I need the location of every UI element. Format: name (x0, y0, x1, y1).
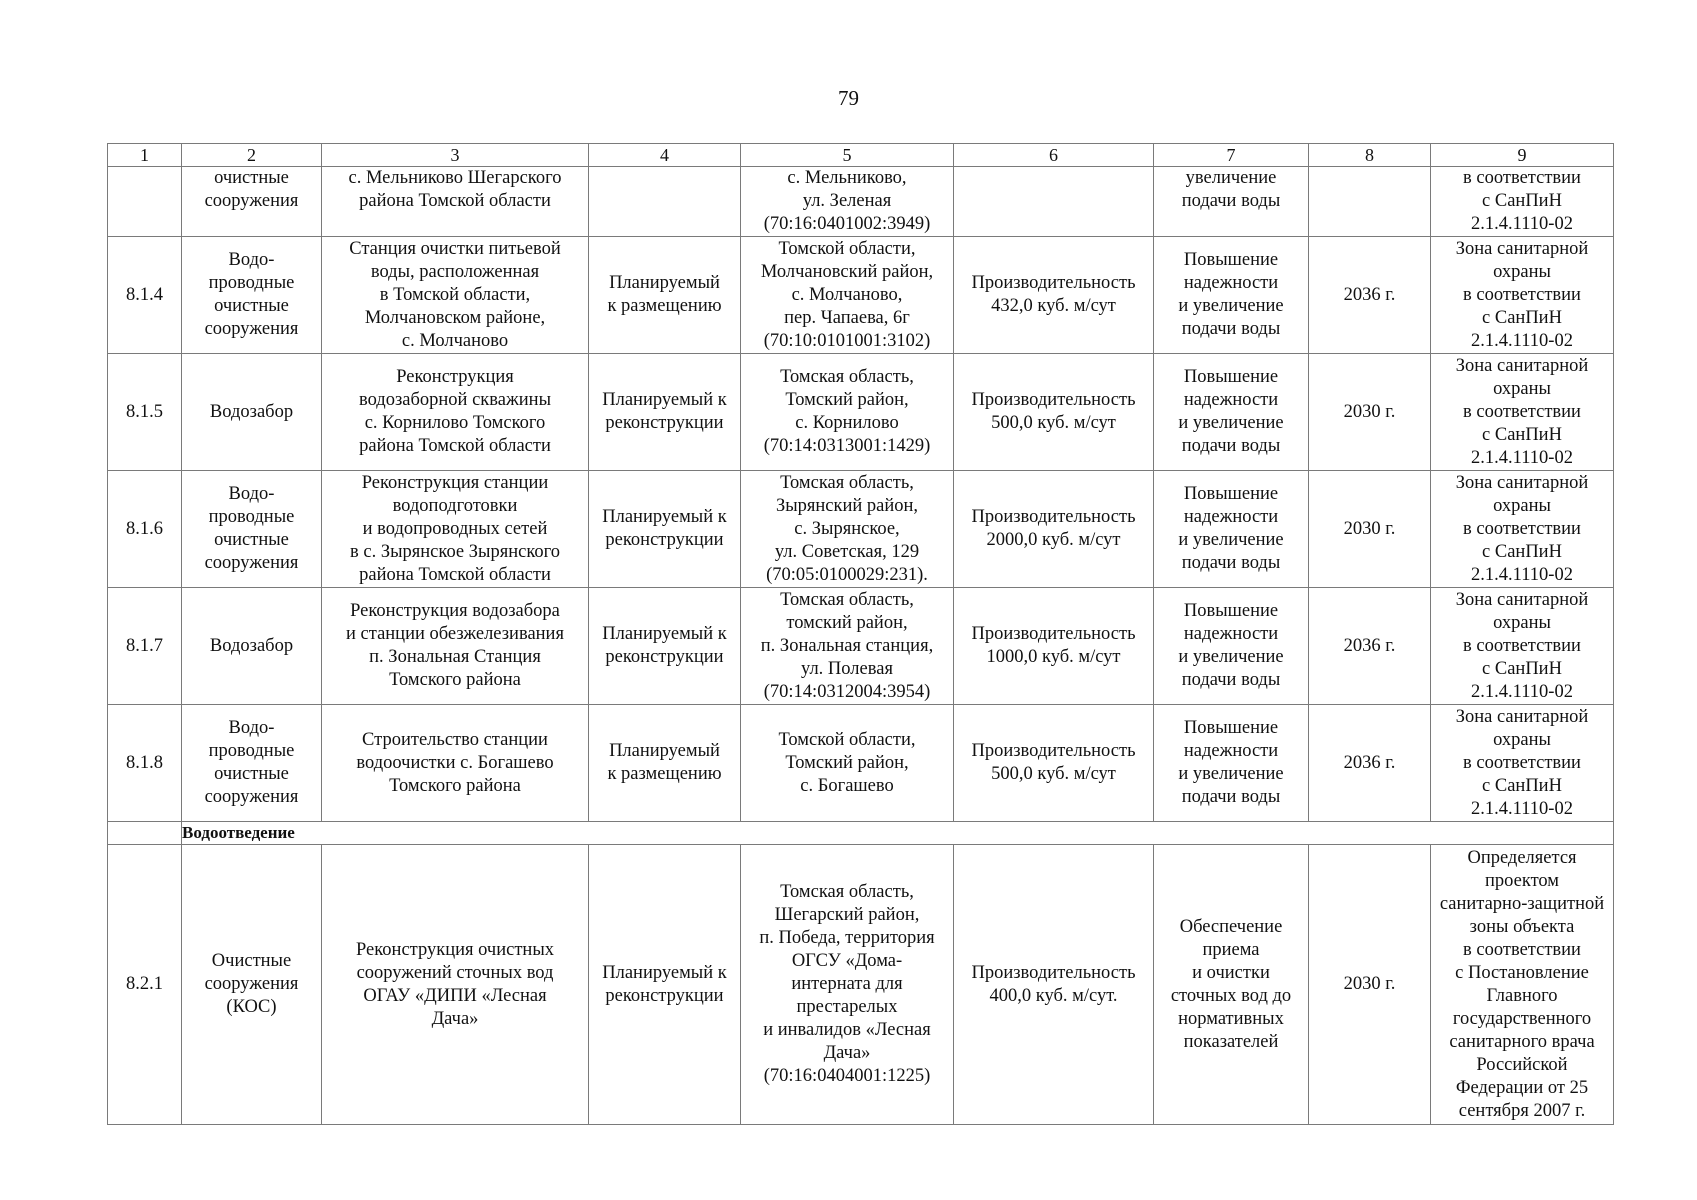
column-number: 9 (1431, 144, 1614, 167)
cell-line: Зона санитарной (1455, 589, 1589, 610)
cell-capacity (954, 588, 1154, 705)
cell-line: и инвалидов «Лесная (763, 1020, 931, 1040)
cell-line: охраны (1493, 378, 1551, 399)
cell-number: 8.1.8 (108, 705, 182, 822)
cell-line: Зырянский район, (775, 495, 919, 516)
cell-line: 2.1.4.1110-02 (1471, 447, 1573, 468)
cell-capacity (954, 845, 1154, 1125)
cell-line: Производительность (971, 390, 1136, 410)
cell-line: охраны (1493, 729, 1551, 750)
cell-line: интерната для (791, 974, 903, 994)
cell-year: 2030 г. (1309, 845, 1431, 1125)
cell-line: надежности (1183, 390, 1279, 410)
cell-status (589, 845, 741, 1125)
cell-number (108, 167, 182, 237)
cell-object-name (322, 705, 589, 822)
column-number: 8 (1309, 144, 1431, 167)
cell-line: п. Победа, территория (759, 928, 935, 948)
column-number: 3 (322, 144, 589, 167)
cell-line: увеличение (1185, 168, 1277, 188)
cell-line: очистные (214, 530, 289, 550)
cell-line: государственного (1452, 1008, 1592, 1029)
cell-line: к размещению (607, 296, 722, 316)
cell-line: Планируемый к (602, 962, 727, 983)
cell-line: проводные (208, 507, 295, 527)
cell-zone (1431, 588, 1614, 705)
cell-purpose (1154, 845, 1309, 1125)
cell-line: ул. Полевая (801, 658, 893, 679)
table-row (108, 354, 1614, 471)
cell-year: 2036 г. (1309, 705, 1431, 822)
cell-line: 500,0 куб. м/сут (991, 413, 1116, 433)
cell-location (741, 705, 954, 822)
cell-number: 8.1.7 (108, 588, 182, 705)
cell-line: 2.1.4.1110-02 (1471, 798, 1573, 819)
cell-line: Зона санитарной (1455, 706, 1589, 727)
cell-line: с СанПиН (1482, 541, 1562, 562)
cell-line: 2.1.4.1110-02 (1471, 564, 1573, 585)
cell-line: с. Корнилово (795, 413, 899, 433)
cell-line: Планируемый (609, 273, 720, 293)
cell-number: 8.1.5 (108, 354, 182, 471)
cell-number: 8.2.1 (108, 845, 182, 1125)
cell-purpose (1154, 167, 1309, 237)
cell-line: ул. Советская, 129 (774, 541, 920, 562)
cell-line: с СанПиН (1482, 658, 1562, 679)
cell-line: в соответствии (1463, 518, 1581, 539)
cell-line: с СанПиН (1482, 191, 1562, 211)
cell-line: Томская область, (780, 882, 914, 902)
cell-year: 2030 г. (1309, 354, 1431, 471)
cell-line: сооружения (204, 191, 299, 211)
cell-line: Очистные (211, 951, 292, 971)
cell-object-name (322, 845, 589, 1125)
cell-line: Реконструкция станции (361, 472, 549, 493)
cell-line: очистные (214, 296, 289, 316)
cell-line: надежности (1183, 741, 1279, 761)
cell-line: района Томской области (359, 564, 551, 585)
cell-line: в соответствии (1463, 168, 1581, 188)
cell-line: Молчановский район, (760, 261, 934, 282)
cell-object-type (182, 845, 322, 1125)
cell-line: (70:14:0313001:1429) (763, 436, 931, 456)
cell-line: Станция очистки питьевой (349, 238, 561, 259)
table-row (108, 237, 1614, 354)
cell-zone (1431, 354, 1614, 471)
cell-location (741, 167, 954, 237)
column-number: 7 (1154, 144, 1309, 167)
cell-line: (70:14:0312004:3954) (763, 681, 931, 702)
cell-line: Строительство станции (362, 729, 548, 750)
cell-line: надежности (1183, 273, 1279, 293)
cell-line: проводные (208, 273, 295, 293)
cell-object-type (182, 237, 322, 354)
cell-line: и очистки (1192, 962, 1270, 983)
cell-line: и увеличение (1178, 530, 1284, 550)
cell-line: Томская область, (780, 472, 914, 493)
column-number: 4 (589, 144, 741, 167)
cell-object-name (322, 237, 589, 354)
cell-line: зоны объекта (1469, 916, 1575, 937)
cell-status (589, 354, 741, 471)
cell-line: с. Зырянское, (794, 518, 900, 539)
cell-line: подачи воды (1181, 436, 1281, 456)
cell-line: (70:16:0401002:3949) (763, 214, 931, 234)
cell-line: Дача» (431, 1008, 479, 1029)
cell-location (741, 588, 954, 705)
cell-line: к размещению (607, 764, 722, 784)
cell-line: Томская область, (780, 367, 914, 387)
cell-line: п. Зональная Станция (369, 647, 541, 667)
cell-line: реконструкции (605, 647, 724, 667)
cell-line: Молчановском районе, (364, 307, 546, 328)
cell-location (741, 354, 954, 471)
cell-line: 400,0 куб. м/сут. (989, 985, 1118, 1006)
cell-line: Производительность (971, 741, 1136, 761)
cell-line: 2000,0 куб. м/сут (986, 530, 1121, 550)
cell-object-type (182, 705, 322, 822)
cell-line: 2.1.4.1110-02 (1471, 214, 1573, 234)
cell-line: Российской (1476, 1054, 1568, 1075)
cell-line: Повышение (1183, 367, 1279, 387)
cell-line: Водо- (228, 718, 275, 738)
cell-number: 8.1.6 (108, 471, 182, 588)
cell-line: реконструкции (605, 985, 724, 1006)
cell-line: Планируемый к (602, 390, 727, 410)
cell-line: Томский район, (785, 752, 909, 773)
cell-line: Зона санитарной (1455, 472, 1589, 493)
cell-line: Водозабор (209, 635, 294, 656)
cell-location (741, 471, 954, 588)
cell-line: воды, расположенная (370, 261, 540, 282)
cell-line: и увеличение (1178, 764, 1284, 784)
cell-line: Производительность (971, 624, 1136, 644)
cell-line: 1000,0 куб. м/сут (986, 647, 1121, 667)
cell-line: в с. Зырянское Зырянского (350, 541, 560, 562)
cell-zone (1431, 471, 1614, 588)
cell-line: Водозабор (209, 401, 294, 422)
cell-line: Томская область, (780, 589, 914, 610)
cell-line: в соответствии (1463, 401, 1581, 422)
cell-object-name (322, 167, 589, 237)
cell-purpose (1154, 237, 1309, 354)
cell-status (589, 705, 741, 822)
cell-line: Производительность (971, 962, 1136, 983)
cell-line: охраны (1493, 495, 1551, 516)
cell-line: престарелых (796, 997, 898, 1017)
cell-line: Шегарский район, (774, 905, 920, 925)
column-number: 2 (182, 144, 322, 167)
cell-line: (70:10:0101001:3102) (763, 330, 931, 351)
cell-line: подачи воды (1181, 670, 1281, 690)
cell-line: Определяется (1467, 847, 1577, 868)
cell-line: Томского района (389, 670, 521, 690)
cell-capacity (954, 705, 1154, 822)
cell-line: Планируемый к (602, 507, 727, 527)
cell-line: подачи воды (1181, 191, 1281, 211)
cell-zone (1431, 167, 1614, 237)
cell-purpose (1154, 354, 1309, 471)
cell-line: в Томской области, (379, 284, 531, 305)
cell-line: Водо- (228, 484, 275, 504)
column-number: 6 (954, 144, 1154, 167)
cell-line: подачи воды (1181, 787, 1281, 807)
cell-line: подачи воды (1181, 319, 1281, 339)
cell-line: Томской области, (778, 238, 916, 259)
cell-line: района Томской области (359, 191, 551, 211)
section-row (108, 822, 1614, 845)
cell-line: Федерации от 25 (1455, 1077, 1589, 1098)
cell-line: Реконструкция очистных (355, 939, 554, 960)
cell-line: санитарно-защитной (1439, 893, 1605, 914)
cell-line: Реконструкция (396, 367, 514, 387)
cell-line: Повышение (1183, 484, 1279, 504)
cell-object-name (322, 588, 589, 705)
cell-line: сооружений сточных вод (356, 962, 554, 983)
cell-line: с. Мельниково Шегарского (348, 168, 562, 188)
cell-line: санитарного врача (1449, 1031, 1595, 1052)
cell-zone (1431, 237, 1614, 354)
cell-status (589, 167, 741, 237)
cell-line: ул. Зеленая (802, 191, 892, 211)
cell-line: п. Зональная станция, (760, 635, 934, 656)
cell-zone (1431, 705, 1614, 822)
cell-line: 2.1.4.1110-02 (1471, 330, 1573, 351)
cell-line: и водопроводных сетей (362, 518, 548, 539)
cell-line: водозаборной скважины (358, 390, 551, 410)
cell-year: 2036 г. (1309, 237, 1431, 354)
cell-capacity (954, 354, 1154, 471)
cell-line: надежности (1183, 624, 1279, 644)
cell-year (1309, 167, 1431, 237)
cell-line: в соответствии (1463, 635, 1581, 656)
cell-line: Водо- (228, 250, 275, 270)
cell-purpose (1154, 705, 1309, 822)
cell-line: охраны (1493, 612, 1551, 633)
cell-line: Дача» (823, 1043, 871, 1063)
cell-line: и увеличение (1178, 413, 1284, 433)
table-row (108, 471, 1614, 588)
cell-line: томский район, (786, 612, 908, 633)
cell-line: показателей (1183, 1031, 1279, 1052)
cell-capacity (954, 167, 1154, 237)
table-row (108, 588, 1614, 705)
cell-line: Повышение (1183, 250, 1279, 270)
cell-capacity (954, 237, 1154, 354)
cell-line: с СанПиН (1482, 307, 1562, 328)
cell-line: Планируемый (609, 741, 720, 761)
cell-purpose (1154, 588, 1309, 705)
cell-line: Томской области, (778, 729, 916, 750)
cell-line: пер. Чапаева, 6г (784, 307, 910, 328)
cell-line: Повышение (1183, 601, 1279, 621)
objects-table (107, 143, 1614, 1125)
cell-line: с. Богашево (800, 775, 894, 796)
cell-year: 2030 г. (1309, 471, 1431, 588)
cell-line: очистные (214, 764, 289, 784)
cell-purpose (1154, 471, 1309, 588)
cell-object-name (322, 354, 589, 471)
cell-location (741, 845, 954, 1125)
cell-line: района Томской области (359, 436, 551, 456)
cell-line: с. Молчаново (401, 330, 509, 351)
cell-object-type (182, 167, 322, 237)
cell-number: 8.1.4 (108, 237, 182, 354)
cell-line: Повышение (1183, 718, 1279, 738)
cell-location (741, 237, 954, 354)
cell-line: Планируемый к (602, 624, 727, 644)
cell-line: в соответствии (1463, 284, 1581, 305)
cell-line: Обеспечение (1179, 916, 1283, 937)
cell-object-type (182, 354, 322, 471)
cell-line: 2.1.4.1110-02 (1471, 681, 1573, 702)
cell-line: сентября 2007 г. (1458, 1100, 1586, 1121)
cell-object-name (322, 471, 589, 588)
column-number: 5 (741, 144, 954, 167)
cell-line: 432,0 куб. м/сут (991, 296, 1116, 316)
cell-zone (1431, 845, 1614, 1125)
cell-line: сооружения (204, 974, 299, 994)
table-row (108, 845, 1614, 1125)
cell-line: нормативных (1178, 1008, 1284, 1029)
cell-line: с Постановление (1455, 962, 1589, 983)
cell-line: с. Корнилово Томского (364, 413, 546, 433)
cell-line: Зона санитарной (1455, 238, 1589, 259)
cell-line: сооружения (204, 319, 299, 339)
cell-line: Производительность (971, 507, 1136, 527)
cell-line: проектом (1484, 870, 1560, 891)
cell-line: водоочистки с. Богашево (356, 752, 554, 773)
continuation-row (108, 167, 1614, 237)
page-number: 79 (838, 86, 859, 110)
cell-line: охраны (1493, 261, 1551, 282)
cell-object-type (182, 588, 322, 705)
cell-line: ОГАУ «ДИПИ «Лесная (363, 985, 547, 1006)
cell-line: с. Молчаново, (791, 284, 903, 305)
cell-line: и увеличение (1178, 296, 1284, 316)
cell-line: надежности (1183, 507, 1279, 527)
cell-line: с СанПиН (1482, 424, 1562, 445)
section-number-cell (108, 822, 182, 845)
cell-line: в соответствии (1463, 939, 1581, 960)
cell-line: (70:05:0100029:231). (766, 564, 928, 585)
section-title: Водоотведение (182, 822, 1614, 845)
cell-line: в соответствии (1463, 752, 1581, 773)
cell-line: Томского района (389, 775, 521, 796)
cell-line: с СанПиН (1482, 775, 1562, 796)
table-row (108, 705, 1614, 822)
cell-line: подачи воды (1181, 553, 1281, 573)
cell-line: с. Мельниково, (787, 168, 907, 188)
cell-year: 2036 г. (1309, 588, 1431, 705)
cell-line: и станции обезжелезивания (346, 624, 564, 644)
cell-line: сточных вод до (1170, 985, 1292, 1006)
cell-status (589, 588, 741, 705)
cell-line: 500,0 куб. м/сут (991, 764, 1116, 784)
cell-object-type (182, 471, 322, 588)
cell-line: и увеличение (1178, 647, 1284, 667)
cell-line: очистные (214, 168, 289, 188)
cell-line: Главного (1486, 985, 1558, 1006)
cell-line: реконструкции (605, 530, 724, 550)
cell-line: (70:16:0404001:1225) (763, 1066, 931, 1086)
cell-line: ОГСУ «Дома- (791, 951, 903, 971)
cell-line: сооружения (204, 553, 299, 573)
cell-line: реконструкции (605, 413, 724, 433)
cell-line: водоподготовки (392, 495, 518, 516)
cell-status (589, 471, 741, 588)
cell-capacity (954, 471, 1154, 588)
cell-line: проводные (208, 741, 295, 761)
column-number: 1 (108, 144, 182, 167)
cell-line: Реконструкция водозабора (350, 601, 560, 621)
cell-line: Производительность (971, 273, 1136, 293)
cell-line: приема (1202, 939, 1260, 960)
cell-status (589, 237, 741, 354)
cell-line: сооружения (204, 787, 299, 807)
cell-line: (КОС) (226, 997, 277, 1017)
cell-line: Томский район, (785, 390, 909, 410)
column-numbers-row (108, 144, 1614, 167)
cell-line: Зона санитарной (1455, 355, 1589, 376)
